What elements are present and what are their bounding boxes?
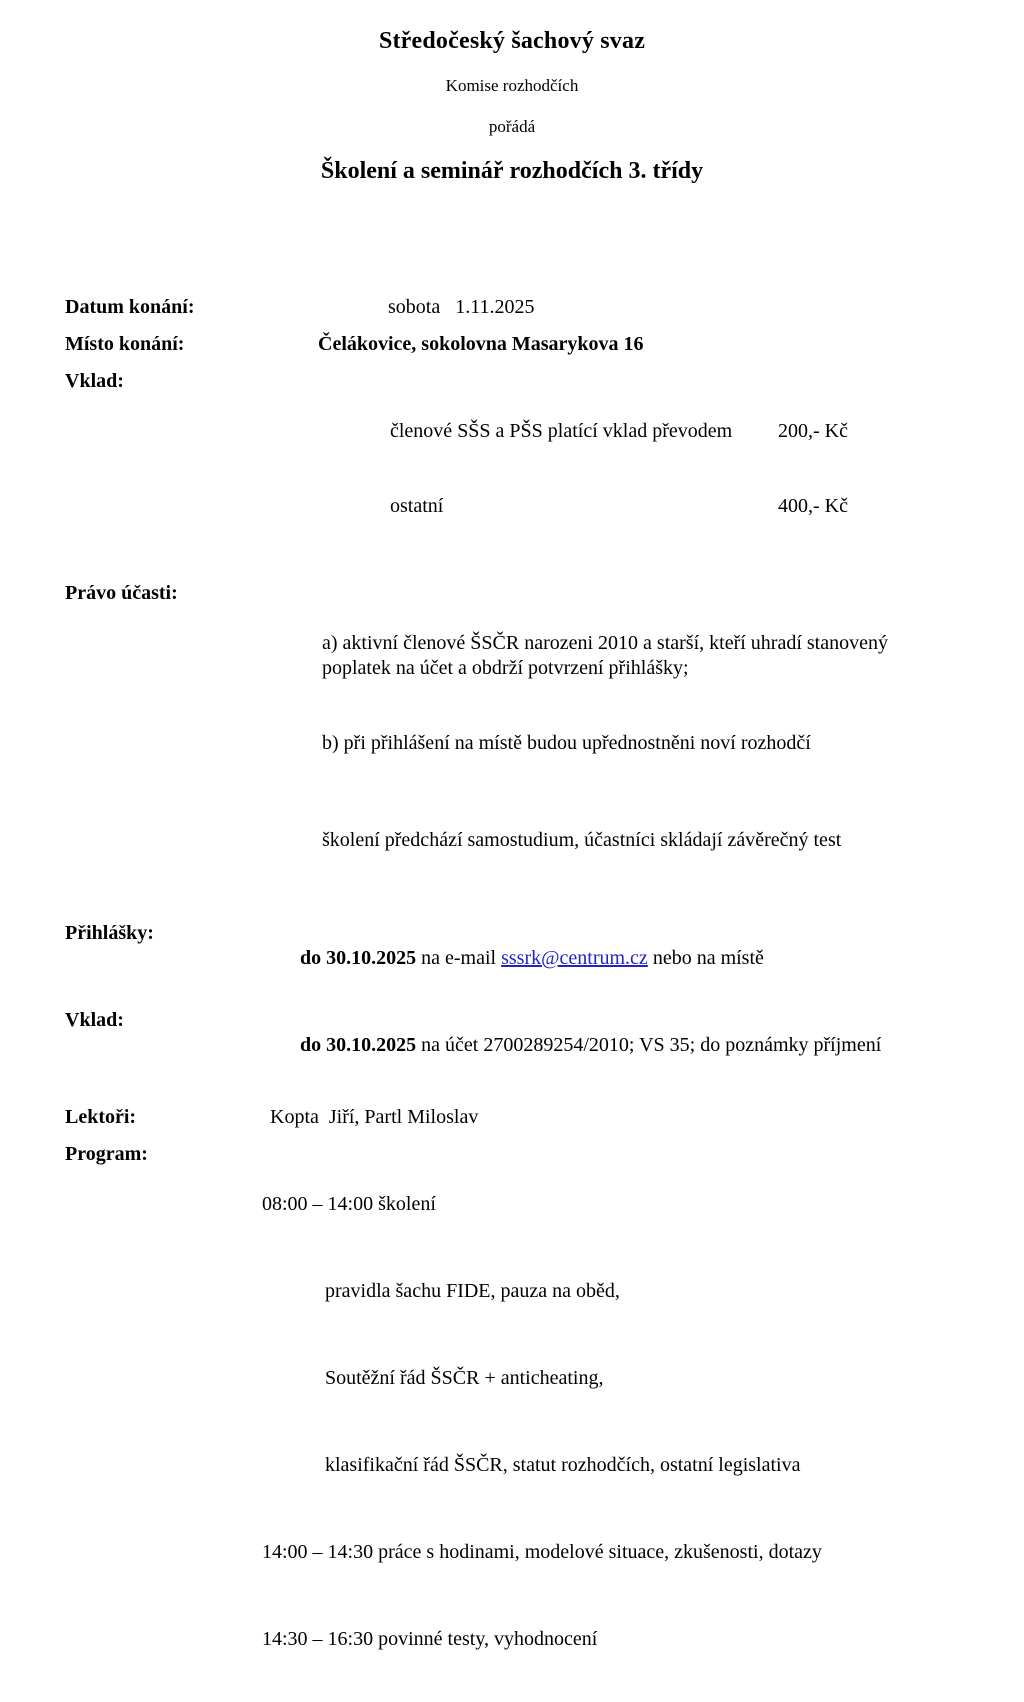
fee-price-others: 400,- Kč (778, 495, 848, 517)
eligibility-note: školení předchází samostudium, účastníci skládají závěrečný test (322, 829, 842, 851)
field-label-program: Program: (65, 1143, 148, 1165)
field-value-program (260, 1142, 960, 1702)
organization-title: Středočeský šachový svaz (378, 28, 646, 54)
organizes-line: pořádá (488, 117, 536, 136)
email-link[interactable]: sssrk@centrum.cz (501, 947, 648, 969)
field-value-lecturers: Kopta Jiří, Partl Miloslav (270, 1106, 479, 1128)
field-value-payment (260, 1008, 960, 1083)
field-label-fee: Vklad: (65, 370, 124, 392)
program-line-6: 14:30 – 16:30 povinné testy, vyhodnocení (262, 1628, 598, 1650)
payment-rest: na účet 2700289254/2010; VS 35; do poznámky příjmení (416, 1034, 882, 1056)
fee-text-others: ostatní (390, 495, 444, 517)
field-row-applications (65, 921, 1024, 996)
field-label-payment: Vklad: (65, 1009, 124, 1031)
eligibility-item-b: b) při přihlášení na místě budou upřednostněni noví rozhodčí (322, 732, 811, 754)
field-label-applications: Přihlášky: (65, 922, 154, 944)
field-value-date: sobota 1.11.2025 (388, 296, 535, 318)
field-label-date: Datum konání: (65, 296, 195, 318)
field-value-venue: Čelákovice, sokolovna Masarykova 16 (318, 333, 644, 355)
fee-price-members: 200,- Kč (778, 420, 848, 442)
field-value-eligibility (260, 581, 960, 903)
program-line-3: Soutěžní řád ŠSČR + anticheating, (325, 1367, 604, 1389)
field-row-payment (65, 1008, 1024, 1083)
document-body (0, 295, 1024, 1702)
committee-line: Komise rozhodčích (445, 76, 579, 95)
field-row-eligibility (65, 581, 1024, 903)
field-label-venue: Místo konání: (65, 333, 185, 355)
payment-deadline: do 30.10.2025 (300, 1034, 417, 1056)
applications-after-email: nebo na místě (647, 947, 764, 969)
document-header (0, 28, 1024, 185)
fee-text-members: členové SŠS a PŠS platící vklad převodem (390, 420, 733, 442)
field-label-lecturers: Lektoři: (65, 1106, 137, 1128)
field-row-venue (65, 332, 1024, 357)
field-row-lecturers (65, 1105, 1024, 1130)
applications-before-email: na e-mail (416, 947, 502, 969)
field-row-fee (65, 369, 1024, 569)
field-value-applications (260, 921, 960, 996)
program-line-1: 08:00 – 14:00 školení (262, 1193, 436, 1215)
field-value-fee (260, 369, 960, 569)
field-row-program (65, 1142, 1024, 1702)
applications-deadline: do 30.10.2025 (300, 947, 417, 969)
event-title: Školení a seminář rozhodčích 3. třídy (320, 158, 704, 184)
fee-line-others (260, 494, 960, 519)
program-line-2: pravidla šachu FIDE, pauza na oběd, (325, 1280, 620, 1302)
field-row-date (65, 295, 1024, 320)
program-line-5: 14:00 – 14:30 práce s hodinami, modelové situace, zkušenosti, dotazy (262, 1541, 822, 1563)
program-line-4: klasifikační řád ŠSČR, statut rozhodčích, ostatní legislativa (325, 1454, 801, 1476)
eligibility-item-a: a) aktivní členové ŠSČR narozeni 2010 a starší, kteří uhradí stanovený poplatek na účet a obdrží potvrzení přihlášky; (322, 632, 893, 679)
fee-line-members (260, 419, 960, 444)
field-label-eligibility: Právo účasti: (65, 582, 178, 604)
